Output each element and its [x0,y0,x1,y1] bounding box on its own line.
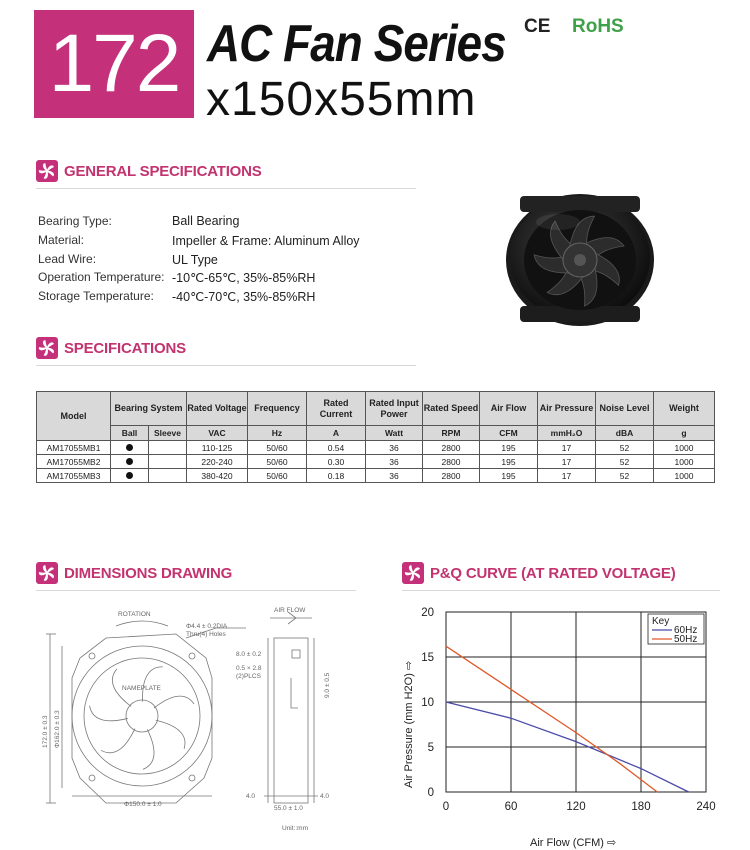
unit-weight: g [654,426,715,441]
dim-9: 9.0 ± 0.5 [324,672,331,698]
general-specs-header [36,160,262,182]
rohs-mark: RoHS [572,16,624,37]
legend-label: 50Hz [674,634,698,645]
cell-model: AM17055MB1 [37,441,111,455]
col-air-pressure: Air Pressure [538,392,596,426]
cell-weight: 1000 [654,469,715,483]
cell-power: 36 [366,441,423,455]
x-tick-label: 60 [504,801,518,813]
col-rated-current: Rated Current [307,392,366,426]
col-rated-speed: Rated Speed [423,392,480,426]
dim-4a: 4.0 [246,793,256,800]
legend-title: Key [652,616,670,627]
col-rated-input-power: Rated Input Power [366,392,423,426]
cell-sleeve [149,455,187,469]
cell-speed: 2800 [423,469,480,483]
unit-flow: CFM [480,426,538,441]
ce-mark: CE [524,16,551,37]
table-row [37,469,715,483]
series-title: AC Fan Series [207,15,506,73]
col-frequency: Frequency [248,392,307,426]
cell-voltage: 380-420 [187,469,248,483]
cell-noise: 52 [596,469,654,483]
dimensions-title: DIMENSIONS DRAWING [64,564,233,582]
series-size: x150x55mm [206,73,477,126]
section-divider [36,365,416,366]
table-units-row [37,426,715,441]
table-header-row [37,392,715,426]
col-noise-level: Noise Level [596,392,654,426]
chart-series [446,646,689,792]
ball-bearing-dot-icon [126,472,133,479]
col-model: Model [37,392,111,441]
cell-ball [111,469,149,483]
cell-voltage: 220-240 [187,455,248,469]
hole-note: Φ4.4 ± 0.2DIA [186,623,228,630]
cell-power: 36 [366,455,423,469]
cell-weight: 1000 [654,455,715,469]
spec-value: -40℃-70℃, 35%-85%RH [172,290,316,304]
col-bearing-system: Bearing System [111,392,187,426]
spec-value: UL Type [172,253,218,267]
cell-flow: 195 [480,441,538,455]
unit-frequency: Hz [248,426,307,441]
x-tick-label: 180 [631,801,651,813]
unit-sleeve: Sleeve [149,426,187,441]
spec-label: Bearing Type: [38,214,112,228]
cell-ball [111,441,149,455]
specifications-table [36,391,715,483]
fan-icon [36,562,58,584]
fan-icon [36,337,58,359]
fan-icon [36,160,58,182]
dim-05: 0.5 × 2.8 [236,665,262,672]
airflow-label: AIR FLOW [274,607,306,614]
section-divider [402,590,720,591]
dim-circle: Φ162.0 ± 0.3 [54,710,61,748]
cell-current: 0.54 [307,441,366,455]
spec-label: Material: [38,233,85,247]
dim-height: 172.0 ± 0.3 [42,715,49,748]
specifications-title: SPECIFICATIONS [64,339,186,357]
cell-frequency: 50/60 [248,455,307,469]
y-tick-label: 15 [421,652,434,664]
hole-note-2: Thru(4) Holes [186,631,226,638]
cell-power: 36 [366,469,423,483]
cell-ball [111,455,149,469]
unit-ball: Ball [111,426,149,441]
section-divider [36,188,416,189]
spec-label: Operation Temperature: [38,270,165,284]
cell-frequency: 50/60 [248,469,307,483]
section-divider [36,590,356,591]
rotation-label: ROTATION [118,611,151,618]
dimensions-header [36,562,232,584]
specifications-header [36,337,186,359]
spec-value: -10℃-65℃, 35%-85%RH [172,271,316,285]
dimensions-drawing [36,598,356,838]
col-rated-voltage: Rated Voltage [187,392,248,426]
cell-pressure: 17 [538,441,596,455]
spec-value: Impeller & Frame: Aluminum Alloy [172,234,360,248]
cell-sleeve [149,441,187,455]
cell-pressure: 17 [538,469,596,483]
y-tick-label: 5 [427,742,434,754]
unit-noise: dBA [596,426,654,441]
unit-pressure: mmH₂O [538,426,596,441]
cell-flow: 195 [480,469,538,483]
spec-label: Lead Wire: [38,252,97,266]
x-axis-label: Air Flow (CFM) ⇨ [530,837,617,849]
col-air-flow: Air Flow [480,392,538,426]
dim-depth: 55.0 ± 1.0 [274,805,303,812]
table-row [37,455,715,469]
dim-plcs: (2)PLCS [236,673,261,680]
series-number-badge: 172 [34,10,194,118]
unit-current: A [307,426,366,441]
dim-width: Φ150.0 ± 1.0 [124,801,162,808]
x-tick-label: 0 [442,801,450,813]
y-tick-label: 20 [421,607,434,619]
x-tick-label: 240 [696,801,716,813]
cell-sleeve [149,469,187,483]
cell-current: 0.30 [307,455,366,469]
cell-speed: 2800 [423,455,480,469]
cell-current: 0.18 [307,469,366,483]
ball-bearing-dot-icon [126,444,133,451]
cell-flow: 195 [480,455,538,469]
y-tick-label: 10 [421,697,434,709]
spec-value: Ball Bearing [172,214,240,228]
unit-label: Unit::mm [282,825,308,832]
y-axis-label: Air Pressure (mm H2O) ⇨ [403,660,415,788]
col-weight: Weight [654,392,715,426]
spec-label: Storage Temperature: [38,289,154,303]
legend-label: 60Hz [674,625,698,636]
dim-8: 8.0 ± 0.2 [236,651,262,658]
cell-weight: 1000 [654,441,715,455]
ball-bearing-dot-icon [126,458,133,465]
pq-curve-header [402,562,676,584]
y-tick-label: 0 [427,787,434,799]
x-tick-label: 120 [566,801,586,813]
chart-legend [648,614,704,645]
unit-power: Watt [366,426,423,441]
nameplate-label: NAMEPLATE [122,685,161,692]
fan-product-image [500,182,660,332]
cell-speed: 2800 [423,441,480,455]
pq-curve-chart [396,598,726,850]
general-specs-title: GENERAL SPECIFICATIONS [64,162,262,180]
cell-model: AM17055MB3 [37,469,111,483]
cell-voltage: 110-125 [187,441,248,455]
pq-curve-title: P&Q CURVE (AT RATED VOLTAGE) [430,564,676,582]
cell-noise: 52 [596,441,654,455]
table-row [37,441,715,455]
series-line-50hz [446,646,657,792]
cell-noise: 52 [596,455,654,469]
dim-4b: 4.0 [320,793,330,800]
unit-voltage: VAC [187,426,248,441]
fan-icon [402,562,424,584]
unit-speed: RPM [423,426,480,441]
cell-model: AM17055MB2 [37,455,111,469]
cell-pressure: 17 [538,455,596,469]
cell-frequency: 50/60 [248,441,307,455]
